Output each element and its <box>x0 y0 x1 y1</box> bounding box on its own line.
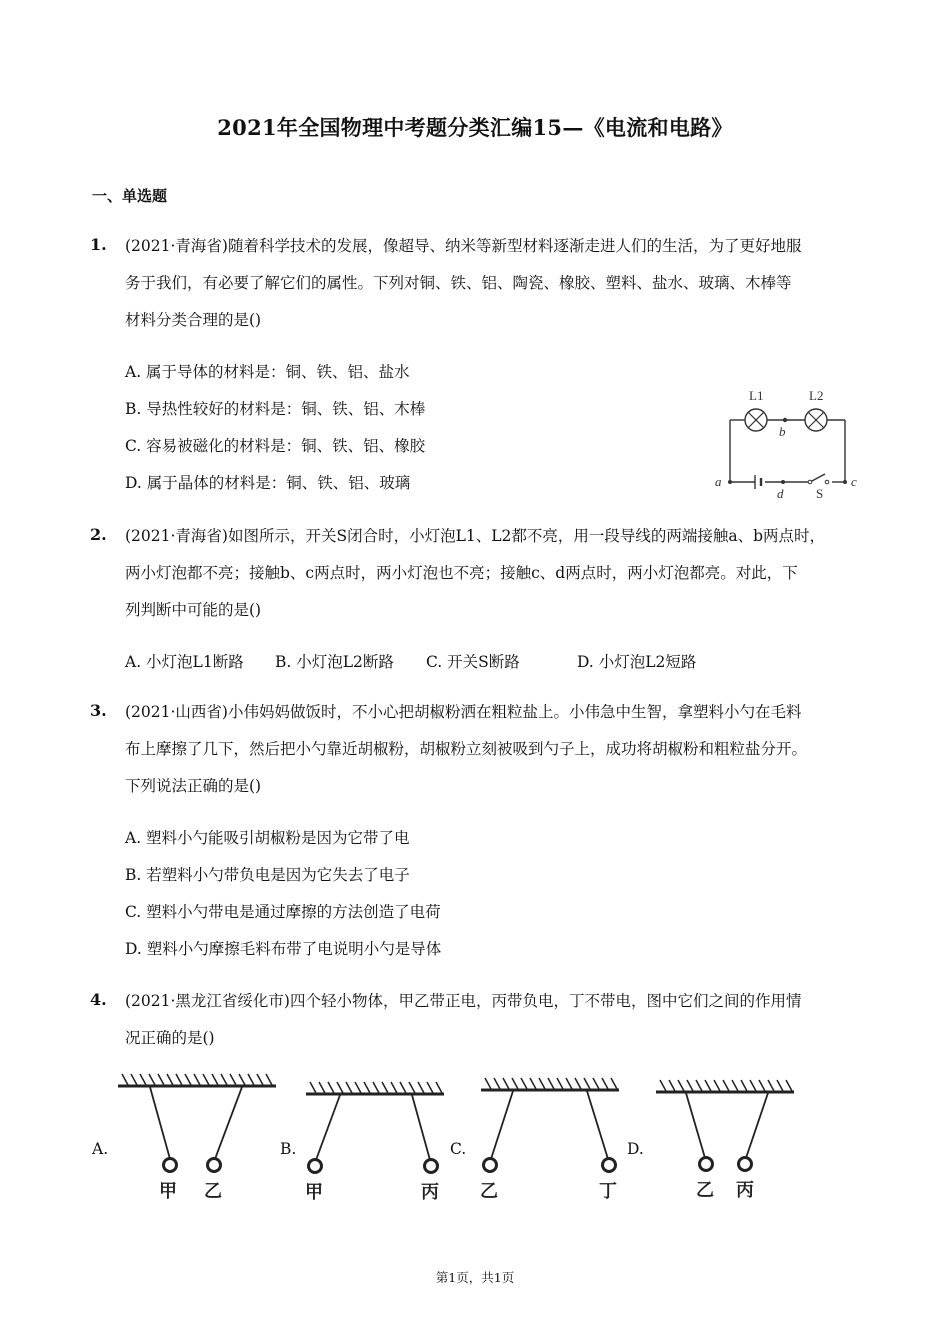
pendulum-diagram-a <box>112 1072 282 1207</box>
option-a[interactable]: A. 小灯泡L1断路 <box>125 653 244 671</box>
section-heading: 一、单选题 <box>92 187 168 205</box>
pendulum-diagram-d <box>650 1078 800 1204</box>
page-footer: 第1页，共1页 <box>435 1270 515 1285</box>
label-d: d <box>777 486 784 501</box>
label-l1: L1 <box>749 388 764 403</box>
option-c[interactable]: C. 塑料小勺带电是通过摩擦的方法创造了电荷 <box>125 903 441 921</box>
option-b[interactable]: B. 导热性较好的材料是：铜、铁、铝、木棒 <box>125 400 426 418</box>
label-a: a <box>715 474 722 489</box>
label-s: S <box>816 486 824 501</box>
label-left: 甲 <box>305 1182 323 1203</box>
lamp-l1-icon <box>745 409 767 431</box>
label-right: 丁 <box>599 1181 617 1202</box>
question-text: (2021·青海省)如图所示，开关S闭合时，小灯泡L1、L2都不亮，用一段导线的两端接触a、b两点时， <box>125 527 826 545</box>
question-number: 3. <box>90 701 107 720</box>
option-d[interactable]: D. 塑料小勺摩擦毛料布带了电说明小勺是导体 <box>125 940 442 958</box>
question-text: 下列说法正确的是() <box>125 777 262 795</box>
option-b[interactable]: B. 若塑料小勺带负电是因为它失去了电子 <box>125 866 410 884</box>
label-right: 乙 <box>204 1181 222 1202</box>
label-left: 乙 <box>480 1181 498 1202</box>
question-number: 4. <box>90 990 107 1009</box>
pendulum-diagram-c <box>475 1076 625 1204</box>
page-title: 2021年全国物理中考题分类汇编15—《电流和电路》 <box>217 115 733 140</box>
question-text: 布上摩擦了几下，然后把小勺靠近胡椒粉，胡椒粉立刻被吸到勺子上，成功将胡椒粉和粗粒盐分开。 <box>125 740 808 758</box>
question-text: 务于我们，有必要了解它们的属性。下列对铜、铁、铝、陶瓷、橡胶、塑料、盐水、玻璃、木棒等 <box>125 274 792 292</box>
option-b[interactable]: B. <box>280 1140 297 1158</box>
option-d[interactable]: D. 小灯泡L2短路 <box>577 653 697 671</box>
question-text: (2021·黑龙江省绥化市)四个轻小物体，甲乙带正电，丙带负电，丁不带电，图中它们之间的作用情 <box>125 992 802 1010</box>
option-c[interactable]: C. <box>450 1140 467 1158</box>
label-l2: L2 <box>809 388 824 403</box>
label-right: 丙 <box>736 1180 754 1201</box>
label-b: b <box>779 424 786 439</box>
question-text: 况正确的是() <box>125 1029 215 1047</box>
lamp-l2-icon <box>805 409 827 431</box>
question-text: (2021·青海省)随着科学技术的发展，像超导、纳米等新型材料逐渐走进人们的生活，为了更好地服 <box>125 237 802 255</box>
circuit-diagram <box>705 382 870 502</box>
question-number: 2. <box>90 525 107 544</box>
question-text: 列判断中可能的是() <box>125 601 262 619</box>
option-c[interactable]: C. 容易被磁化的材料是：铜、铁、铝、橡胶 <box>125 437 426 455</box>
label-right: 丙 <box>421 1182 439 1203</box>
pendulum-diagram-b <box>300 1080 450 1205</box>
option-d[interactable]: D. 属于晶体的材料是：铜、铁、铝、玻璃 <box>125 474 411 492</box>
label-left: 甲 <box>159 1181 177 1202</box>
option-c[interactable]: C. 开关S断路 <box>426 653 520 671</box>
option-a[interactable]: A. 塑料小勺能吸引胡椒粉是因为它带了电 <box>125 829 410 847</box>
question-number: 1. <box>90 235 107 254</box>
option-a[interactable]: A. 属于导体的材料是：铜、铁、铝、盐水 <box>125 363 410 381</box>
option-b[interactable]: B. 小灯泡L2断路 <box>275 653 394 671</box>
question-text: 两小灯泡都不亮；接触b、c两点时，两小灯泡也不亮；接触c、d两点时，两小灯泡都亮。对此，下 <box>125 564 798 582</box>
question-text: (2021·山西省)小伟妈妈做饭时，不小心把胡椒粉洒在粗粒盐上。小伟急中生智，拿塑料小勺在毛料 <box>125 703 802 721</box>
label-c: c <box>851 474 857 489</box>
label-left: 乙 <box>696 1180 714 1201</box>
option-a[interactable]: A. <box>92 1140 109 1158</box>
question-text: 材料分类合理的是() <box>125 311 262 329</box>
option-d[interactable]: D. <box>627 1140 644 1158</box>
